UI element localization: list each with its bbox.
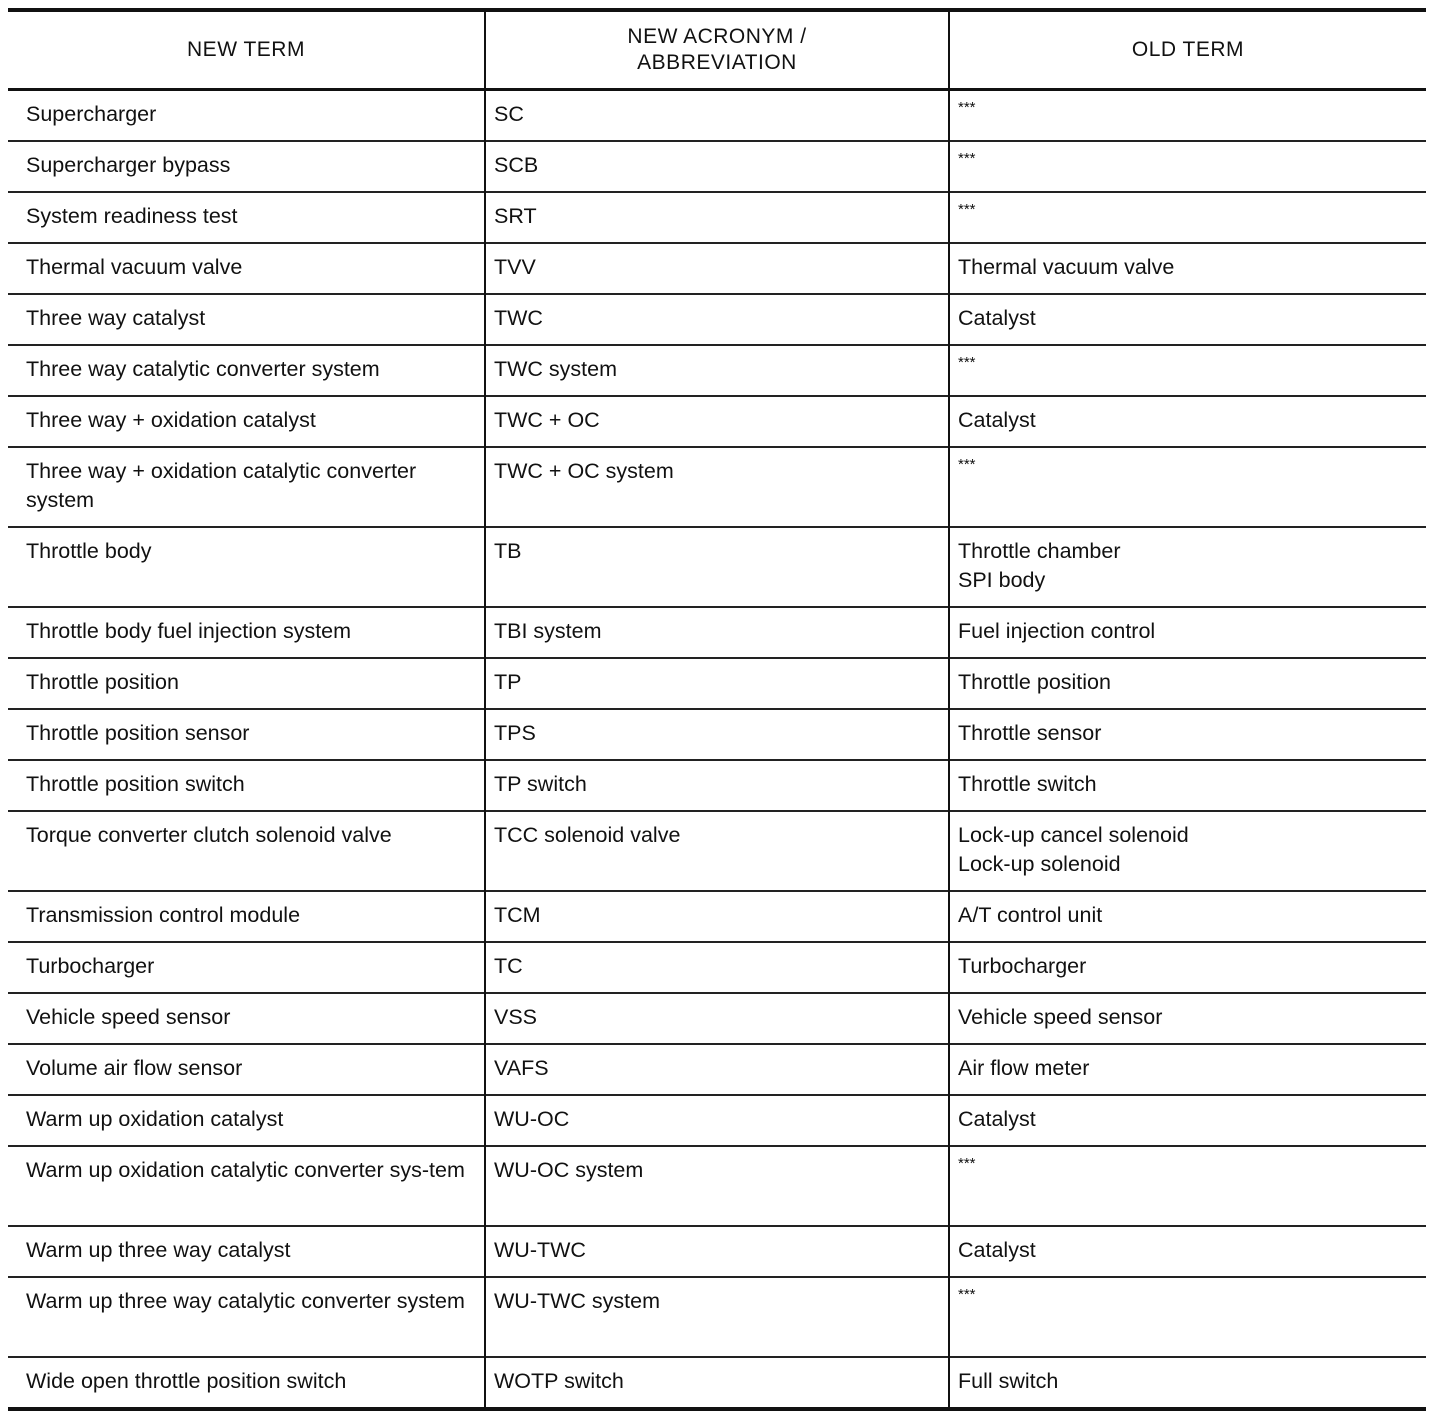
cell-acronym: TPS: [485, 709, 949, 760]
table-row: [8, 192, 1426, 243]
cell-acronym: TWC + OC system: [485, 447, 949, 527]
cell-new-term: Torque converter clutch solenoid valve: [8, 811, 485, 891]
cell-old-term: [949, 811, 1426, 891]
cell-old-term: [949, 90, 1426, 142]
cell-acronym: TCM: [485, 891, 949, 942]
table-row: [8, 993, 1426, 1044]
header-acronym-line1: NEW ACRONYM /: [627, 25, 807, 48]
cell-old-term: [949, 1226, 1426, 1277]
old-term-line: SPI body: [958, 568, 1046, 592]
cell-new-term: Three way + oxidation catalytic converter system: [8, 447, 485, 527]
table-row: [8, 243, 1426, 294]
cell-acronym: TBI system: [485, 607, 949, 658]
old-term-line: Throttle switch: [958, 772, 1097, 796]
cell-new-term: Throttle position sensor: [8, 709, 485, 760]
cell-old-term: [949, 527, 1426, 607]
no-equivalent-marker: ***: [958, 354, 976, 371]
old-term-line: Vehicle speed sensor: [958, 1005, 1163, 1029]
cell-new-term: Volume air flow sensor: [8, 1044, 485, 1095]
old-term-line: Turbocharger: [958, 954, 1087, 978]
no-equivalent-marker: ***: [958, 1286, 976, 1303]
cell-new-term: Three way + oxidation catalyst: [8, 396, 485, 447]
table-row: [8, 1146, 1426, 1226]
cell-acronym: SRT: [485, 192, 949, 243]
cell-acronym: TP: [485, 658, 949, 709]
cell-old-term: [949, 760, 1426, 811]
terminology-table: [8, 8, 1426, 1411]
cell-new-term: Wide open throttle position switch: [8, 1357, 485, 1409]
header-new-acronym: [485, 10, 949, 90]
cell-acronym: TVV: [485, 243, 949, 294]
cell-acronym: WOTP switch: [485, 1357, 949, 1409]
cell-acronym: TCC solenoid valve: [485, 811, 949, 891]
cell-old-term: [949, 294, 1426, 345]
cell-acronym: WU-OC system: [485, 1146, 949, 1226]
old-term-line: Thermal vacuum valve: [958, 255, 1175, 279]
cell-acronym: SCB: [485, 141, 949, 192]
table-row: [8, 527, 1426, 607]
cell-new-term: Throttle body fuel injection system: [8, 607, 485, 658]
cell-new-term: Warm up three way catalytic converter system: [8, 1277, 485, 1357]
cell-acronym: VAFS: [485, 1044, 949, 1095]
no-equivalent-marker: ***: [958, 150, 976, 167]
old-term-line: Catalyst: [958, 306, 1036, 330]
no-equivalent-marker: ***: [958, 99, 976, 116]
cell-new-term: Throttle position switch: [8, 760, 485, 811]
header-new-term: NEW TERM: [8, 10, 485, 90]
cell-old-term: [949, 709, 1426, 760]
old-term-line: Catalyst: [958, 408, 1036, 432]
old-term-line: Air flow meter: [958, 1056, 1090, 1080]
table-row: [8, 345, 1426, 396]
cell-acronym: TWC system: [485, 345, 949, 396]
table-row: [8, 607, 1426, 658]
cell-old-term: [949, 891, 1426, 942]
cell-old-term: [949, 1277, 1426, 1357]
old-term-line: Throttle chamber: [958, 539, 1121, 563]
no-equivalent-marker: ***: [958, 201, 976, 218]
table-row: [8, 396, 1426, 447]
header-old-term: OLD TERM: [949, 10, 1426, 90]
cell-new-term: Vehicle speed sensor: [8, 993, 485, 1044]
cell-new-term: Supercharger: [26, 102, 157, 126]
cell-acronym: WU-TWC system: [485, 1277, 949, 1357]
cell-new-term: Thermal vacuum valve: [8, 243, 485, 294]
cell-acronym: TWC + OC: [485, 396, 949, 447]
cell-acronym: SC: [485, 90, 949, 142]
cell-acronym: VSS: [485, 993, 949, 1044]
table-row: [8, 760, 1426, 811]
table-row: [8, 891, 1426, 942]
cell-new-term: Three way catalytic converter system: [8, 345, 485, 396]
cell-old-term: [949, 942, 1426, 993]
cell-new-term: System readiness test: [8, 192, 485, 243]
cell-old-term: [949, 447, 1426, 527]
cell-old-term: [949, 1146, 1426, 1226]
cell-new-term: Warm up oxidation catalyst: [8, 1095, 485, 1146]
cell-new-term: Warm up three way catalyst: [8, 1226, 485, 1277]
old-term-line: A/T control unit: [958, 903, 1103, 927]
cell-old-term: [949, 243, 1426, 294]
cell-old-term: [949, 1095, 1426, 1146]
table-row: [8, 1226, 1426, 1277]
old-term-line: Lock-up solenoid: [958, 852, 1121, 876]
old-term-line: Throttle position: [958, 670, 1111, 694]
table-body: [8, 90, 1426, 1410]
table-row: [8, 141, 1426, 192]
cell-old-term: [949, 607, 1426, 658]
cell-old-term: [949, 1044, 1426, 1095]
cell-acronym: TC: [485, 942, 949, 993]
cell-new-term: Supercharger bypass: [8, 141, 485, 192]
cell-old-term: [949, 192, 1426, 243]
table-header-row: [8, 10, 1426, 90]
table-row: [8, 1044, 1426, 1095]
cell-old-term: [949, 993, 1426, 1044]
cell-old-term: [949, 658, 1426, 709]
table-row: [8, 811, 1426, 891]
cell-old-term: [949, 141, 1426, 192]
old-term-line: Lock-up cancel solenoid: [958, 823, 1189, 847]
table-row: [8, 658, 1426, 709]
cell-new-term: Throttle body: [8, 527, 485, 607]
cell-acronym: WU-TWC: [485, 1226, 949, 1277]
table-row: [8, 1277, 1426, 1357]
table-row: [8, 90, 1426, 142]
old-term-line: Catalyst: [958, 1238, 1036, 1262]
cell-old-term: [949, 345, 1426, 396]
table-row: [8, 709, 1426, 760]
cell-new-term: Transmission control module: [8, 891, 485, 942]
cell-acronym: TWC: [485, 294, 949, 345]
table-row: [8, 942, 1426, 993]
cell-new-term: Three way catalyst: [8, 294, 485, 345]
old-term-line: Catalyst: [958, 1107, 1036, 1131]
old-term-line: Full switch: [958, 1369, 1059, 1393]
no-equivalent-marker: ***: [958, 456, 976, 473]
table-row: [8, 1095, 1426, 1146]
cell-new-term: Warm up oxidation catalytic converter sys-tem: [8, 1146, 485, 1226]
table-row: [8, 1357, 1426, 1409]
old-term-line: Throttle sensor: [958, 721, 1102, 745]
cell-old-term: [949, 1357, 1426, 1409]
old-term-line: Fuel injection control: [958, 619, 1156, 643]
header-acronym-line2: ABBREVIATION: [637, 51, 797, 74]
no-equivalent-marker: ***: [958, 1155, 976, 1172]
table-row: [8, 447, 1426, 527]
table-row: [8, 294, 1426, 345]
cell-old-term: [949, 396, 1426, 447]
cell-new-term: Turbocharger: [8, 942, 485, 993]
cell-acronym: WU-OC: [485, 1095, 949, 1146]
cell-acronym: TP switch: [485, 760, 949, 811]
cell-acronym: TB: [485, 527, 949, 607]
cell-new-term: Throttle position: [8, 658, 485, 709]
